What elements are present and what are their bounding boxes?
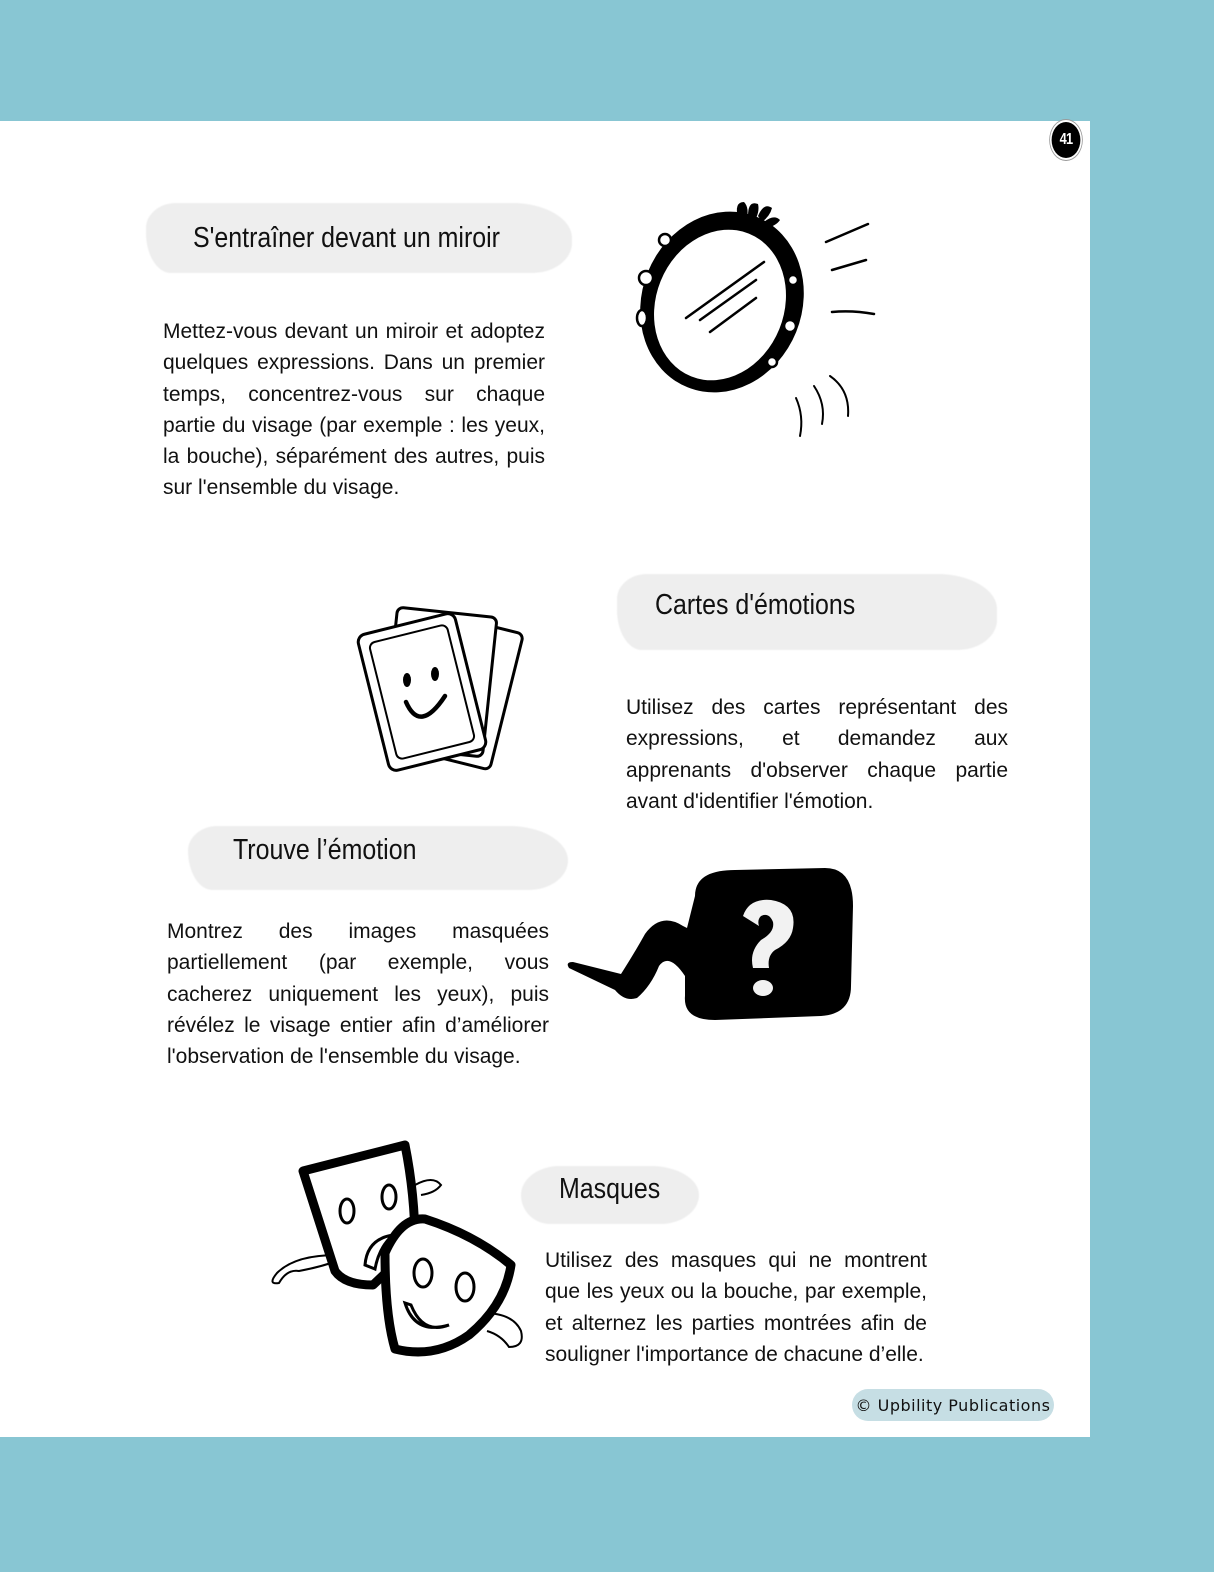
section-text-find-emotion-content: Montrez des images masquées partiellement (par exemple, vous cacherez uniquement les yeux), puis révélez le visage entier afin d’améliorer l'observation de l'ensemble du visage. xyxy=(167,920,549,1069)
section-text-cards-content: Utilisez des cartes représentant des expressions, et demandez aux apprenants d'observer chaque partie avant d'identifier l'émotion. xyxy=(626,696,1008,813)
theater-masks-icon xyxy=(265,1135,530,1365)
question-speech-bubble-icon xyxy=(565,866,855,1026)
copyright-text: © Upbility Publications xyxy=(855,1395,1051,1415)
page-number-text: 41 xyxy=(1059,131,1073,148)
mirror-icon xyxy=(630,190,890,445)
emotion-cards-icon xyxy=(350,600,525,780)
section-text-cards xyxy=(626,692,1008,817)
section-text-mirror-content: Mettez-vous devant un miroir et adoptez quelques expressions. Dans un premier temps, concentrez-vous sur chaque partie du visage (par exemple : les yeux, la bouche), séparément des autres, puis sur l'ensemble du visage. xyxy=(163,320,545,500)
section-title-mirror: S'entraîner devant un miroir xyxy=(193,222,500,254)
page-number-badge xyxy=(1052,122,1081,158)
section-text-find-emotion xyxy=(167,916,549,1072)
copyright-badge xyxy=(852,1389,1054,1421)
section-title-cards: Cartes d'émotions xyxy=(655,589,856,621)
section-text-masks xyxy=(545,1245,927,1370)
section-title-find-emotion: Trouve l’émotion xyxy=(233,834,417,866)
section-title-masks: Masques xyxy=(559,1173,661,1205)
section-text-mirror xyxy=(163,316,545,504)
section-text-masks-content: Utilisez des masques qui ne montrent que les yeux ou la bouche, par exemple, et alternez les parties montrées afin de souligner l'importance de chacune d’elle. xyxy=(545,1249,927,1366)
